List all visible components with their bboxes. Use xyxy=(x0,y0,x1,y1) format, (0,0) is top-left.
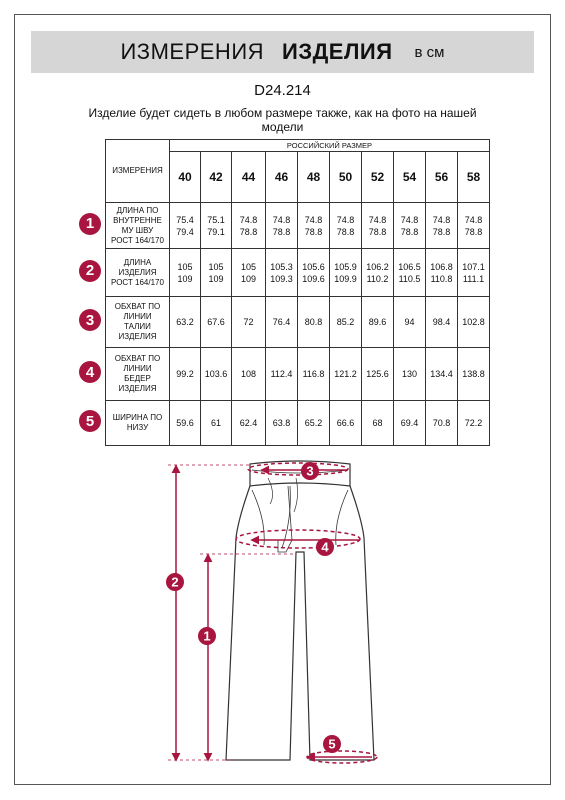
table-cell: 106.2 110.2 xyxy=(362,249,394,297)
table-cell: 70.8 xyxy=(426,401,458,446)
table-cell: 76.4 xyxy=(266,297,298,348)
table-cell: 74.8 78.8 xyxy=(458,203,490,249)
table-cell: 103.6 xyxy=(201,348,232,401)
table-cell: 99.2 xyxy=(170,348,201,401)
table-cell: 105.9 109.9 xyxy=(330,249,362,297)
table-cell: 105 109 xyxy=(170,249,201,297)
table-cell: 74.8 78.8 xyxy=(330,203,362,249)
table-cell: 112.4 xyxy=(266,348,298,401)
table-cell: 75.1 79.1 xyxy=(201,203,232,249)
table-cell: 125.6 xyxy=(362,348,394,401)
size-header-42: 42 xyxy=(201,152,232,203)
product-code: D24.214 xyxy=(254,82,311,99)
row-label: ОБХВАТ ПО ЛИНИИ ТАЛИИ ИЗДЕЛИЯ xyxy=(106,297,170,348)
table-cell: 61 xyxy=(201,401,232,446)
diagram-marker-label: 4 xyxy=(321,539,329,555)
table-cell: 94 xyxy=(394,297,426,348)
table-cell: 74.8 78.8 xyxy=(232,203,266,249)
row-badge-1: 1 xyxy=(79,213,101,235)
row-label: ДЛИНА ПО ВНУТРЕННЕ МУ ШВУ РОСТ 164/170 xyxy=(106,203,170,249)
table-cell: 98.4 xyxy=(426,297,458,348)
size-header-54: 54 xyxy=(394,152,426,203)
size-header-46: 46 xyxy=(266,152,298,203)
row-badge-5: 5 xyxy=(79,410,101,432)
russian-size-header: РОССИЙСКИЙ РАЗМЕР xyxy=(170,140,490,152)
table-cell: 106.8 110.8 xyxy=(426,249,458,297)
table-cell: 74.8 78.8 xyxy=(362,203,394,249)
table-cell: 66.6 xyxy=(330,401,362,446)
row-badge-2: 2 xyxy=(79,260,101,282)
table-cell: 74.8 78.8 xyxy=(394,203,426,249)
table-cell: 121.2 xyxy=(330,348,362,401)
table-cell: 72 xyxy=(232,297,266,348)
diagram-marker-label: 1 xyxy=(203,628,211,644)
table-cell: 89.6 xyxy=(362,297,394,348)
title-word-product: ИЗДЕЛИЯ xyxy=(282,39,393,64)
row-label: ШИРИНА ПО НИЗУ xyxy=(106,401,170,446)
table-cell: 74.8 78.8 xyxy=(298,203,330,249)
table-cell: 59.6 xyxy=(170,401,201,446)
table-cell: 69.4 xyxy=(394,401,426,446)
diagram-marker-label: 5 xyxy=(328,736,336,752)
table-cell: 85.2 xyxy=(330,297,362,348)
table-cell: 134.4 xyxy=(426,348,458,401)
size-header-58: 58 xyxy=(458,152,490,203)
size-header-48: 48 xyxy=(298,152,330,203)
table-cell: 63.2 xyxy=(170,297,201,348)
table-cell: 138.8 xyxy=(458,348,490,401)
diagram-marker-label: 3 xyxy=(306,463,314,479)
table-cell: 67.6 xyxy=(201,297,232,348)
row-label: ДЛИНА ИЗДЕЛИЯ РОСТ 164/170 xyxy=(106,249,170,297)
table-cell: 65.2 xyxy=(298,401,330,446)
table-cell: 108 xyxy=(232,348,266,401)
table-cell: 105.3 109.3 xyxy=(266,249,298,297)
title-word-measurements: ИЗМЕРЕНИЯ xyxy=(120,39,265,64)
title-unit: в см xyxy=(414,43,445,61)
table-cell: 105 109 xyxy=(232,249,266,297)
pants-outline xyxy=(226,461,374,760)
measure-lines xyxy=(168,463,377,763)
row-badge-3: 3 xyxy=(79,309,101,331)
fit-note: Изделие будет сидеть в любом размере также, как на фото на нашей модели xyxy=(88,106,477,134)
size-header-56: 56 xyxy=(426,152,458,203)
table-cell: 116.8 xyxy=(298,348,330,401)
table-cell: 62.4 xyxy=(232,401,266,446)
table-cell: 75.4 79.4 xyxy=(170,203,201,249)
table-cell: 74.8 78.8 xyxy=(266,203,298,249)
table-cell: 102.8 xyxy=(458,297,490,348)
size-header-40: 40 xyxy=(170,152,201,203)
size-header-44: 44 xyxy=(232,152,266,203)
table-cell: 105 109 xyxy=(201,249,232,297)
table-cell: 74.8 78.8 xyxy=(426,203,458,249)
size-header-50: 50 xyxy=(330,152,362,203)
diagram-marker-label: 2 xyxy=(171,574,179,590)
table-cell: 68 xyxy=(362,401,394,446)
table-cell: 72.2 xyxy=(458,401,490,446)
measures-header: ИЗМЕРЕНИЯ xyxy=(106,140,170,203)
table-cell: 105.6 109.6 xyxy=(298,249,330,297)
row-badge-4: 4 xyxy=(79,361,101,383)
table-cell: 130 xyxy=(394,348,426,401)
table-cell: 106.5 110.5 xyxy=(394,249,426,297)
size-header-52: 52 xyxy=(362,152,394,203)
row-label: ОБХВАТ ПО ЛИНИИ БЕДЕР ИЗДЕЛИЯ xyxy=(106,348,170,401)
table-cell: 63.8 xyxy=(266,401,298,446)
table-cell: 107.1 111.1 xyxy=(458,249,490,297)
table-cell: 80.8 xyxy=(298,297,330,348)
